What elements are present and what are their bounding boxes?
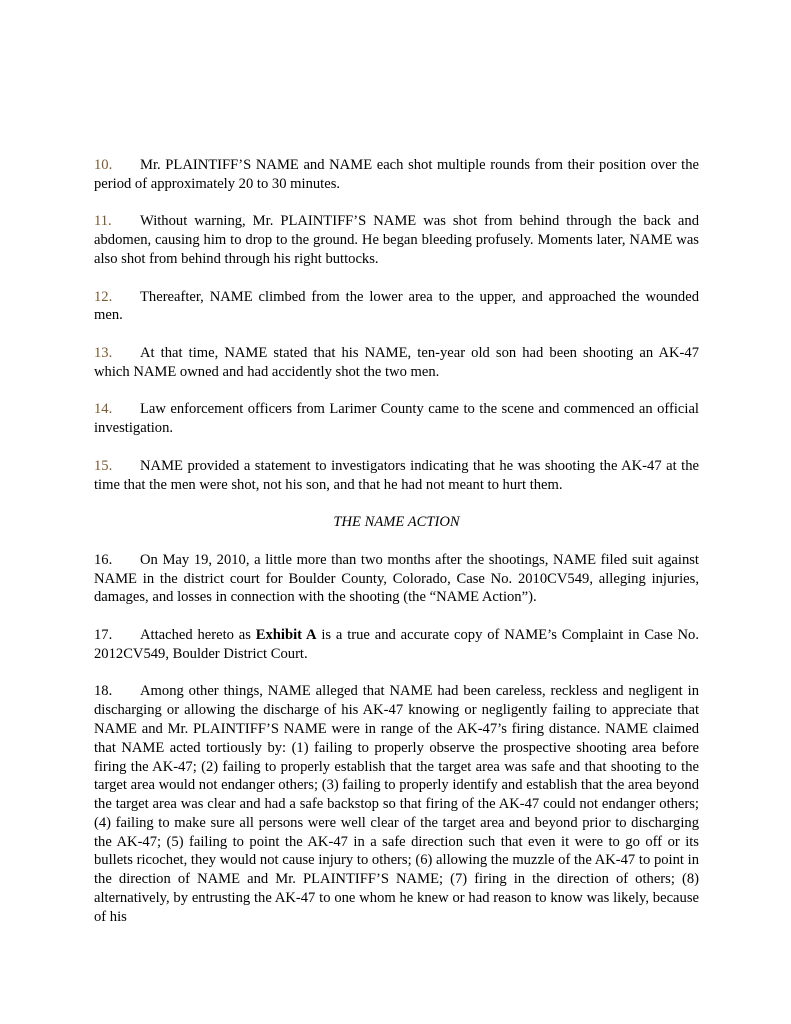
paragraph-14: [94, 400, 699, 438]
paragraph-number: 17.: [94, 626, 113, 643]
paragraph-text: NAME provided a statement to investigators indicating that he was shooting the AK-47 at the time that the men were shot, not his son, and that he had not meant to hurt them.: [94, 457, 699, 493]
paragraph-number: 18.: [94, 683, 113, 700]
paragraph-12: [94, 288, 699, 326]
paragraph-text: Thereafter, NAME climbed from the lower area to the upper, and approached the wounded men.: [94, 288, 699, 324]
paragraph-number: 14.: [94, 401, 113, 418]
paragraph-text-after: is a true and accurate copy of NAME’s Complaint in Case No. 2012CV549, Boulder District Court.: [94, 626, 699, 662]
paragraph-17: [94, 626, 699, 664]
paragraph-number: 12.: [94, 288, 113, 305]
paragraph-text: Without warning, Mr. PLAINTIFF’S NAME was shot from behind through the back and abdomen, causing him to drop to the ground. He began bleeding profusely. Moments later, NAME was also shot from behind through his right buttocks.: [94, 213, 699, 267]
paragraph-number: 10.: [94, 157, 113, 173]
paragraph-10: [94, 156, 699, 194]
section-heading: THE NAME ACTION: [333, 514, 460, 531]
paragraph-16: [94, 551, 699, 607]
document-page: [94, 156, 699, 945]
paragraph-number: 13.: [94, 344, 113, 361]
paragraph-text-before: Attached hereto as: [140, 626, 256, 643]
paragraph-15: [94, 457, 699, 495]
paragraph-text: On May 19, 2010, a little more than two months after the shootings, NAME filed suit against NAME in the district court for Boulder County, Colorado, Case No. 2010CV549, alleging injuries, damages, and losses in connection with the shooting (the “NAME Action”).: [94, 551, 699, 606]
paragraph-text: Mr. PLAINTIFF’S NAME and NAME each shot multiple rounds from their position over the period of approximately 20 to 30 minutes.: [94, 157, 699, 192]
paragraph-text: Among other things, NAME alleged that NAME had been careless, reckless and negligent in discharging or allowing the discharge of his AK-47 knowing or negligently failing to appreciate that NAME and Mr. PLAINTIFF’S NAME were in range of the AK-47’s firing distance. NAME claimed that NAME acted tortiously by: (1) failing to properly observe the prospective shooting area before firing the AK-47; (2) failing to properly establish that the target area was safe and that shooting to the target area would not endanger others; (3) failing to properly identify and establish that the area beyond the target area was clear and had a safe backstop so that firing of the AK-47 could not endanger others; (4) failing to make sure all persons were well clear of the target area and beyond prior to discharging the AK-47; (5) failing to point the AK-47 in a safe direction such that even it were to go off or its bullets ricochet, they would not cause injury to others; (6) allowing the muzzle of the AK-47 to point in the direction of NAME and Mr. PLAINTIFF’S NAME; (7) firing in the direction of others; (8) alternatively, by entrusting the AK-47 to one whom he knew or had reason to know was likely, because of his: [94, 683, 699, 925]
paragraph-text: At that time, NAME stated that his NAME, ten-year old son had been shooting an AK-47 which NAME owned and had accidently shot the two men.: [94, 344, 699, 380]
paragraph-text: Law enforcement officers from Larimer County came to the scene and commenced an official investigation.: [94, 401, 699, 437]
paragraph-18: [94, 682, 699, 926]
exhibit-reference: Exhibit A: [255, 626, 317, 643]
paragraph-number: 15.: [94, 457, 113, 474]
paragraph-13: [94, 344, 699, 382]
paragraph-number: 16.: [94, 551, 113, 568]
paragraph-number: 11.: [94, 213, 112, 230]
paragraph-11: [94, 212, 699, 268]
